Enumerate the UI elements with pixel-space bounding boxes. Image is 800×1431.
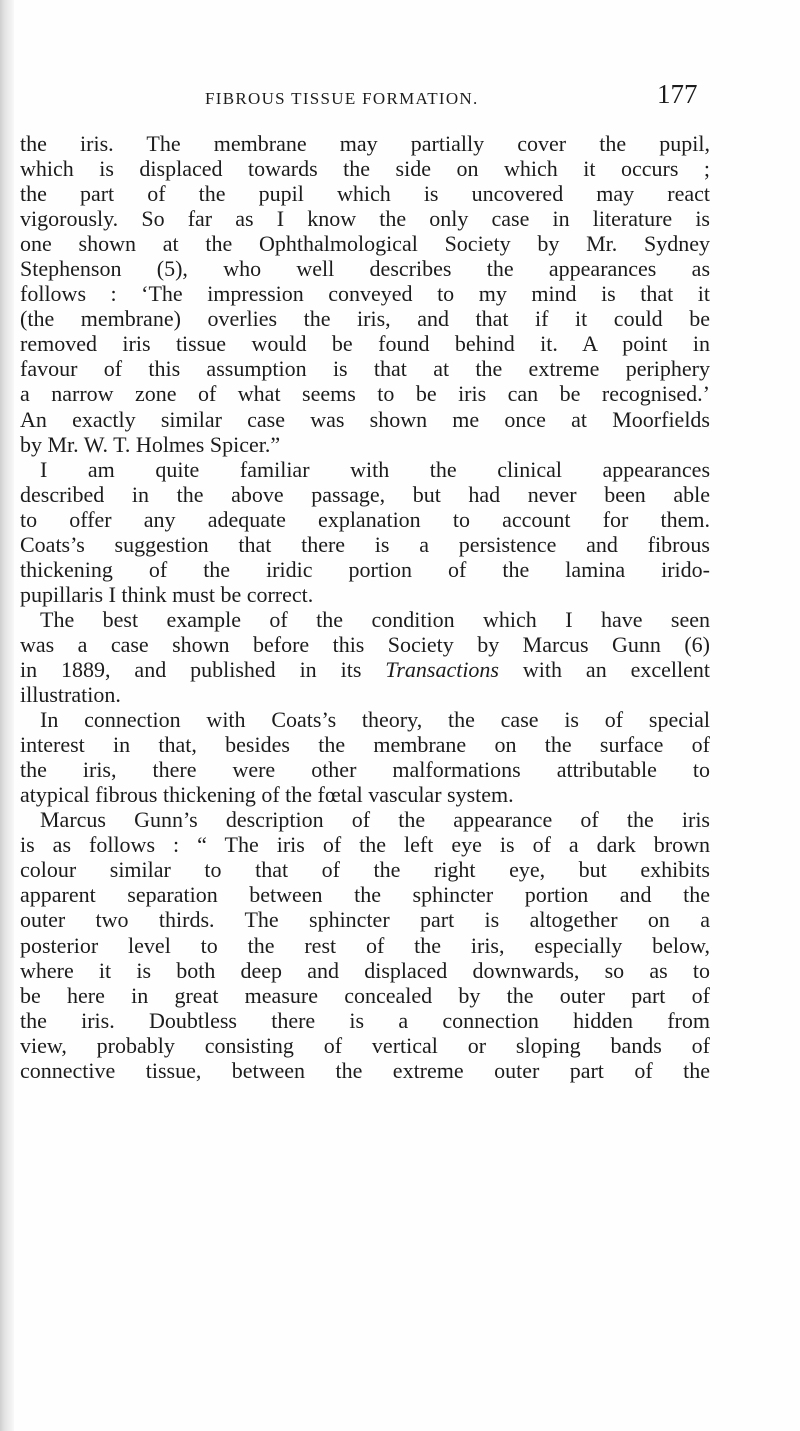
text-line: An exactly similar case was shown me once at Moorfields — [20, 406, 710, 432]
text-line: connective tissue, between the extreme outer part of the — [20, 1057, 710, 1083]
text-line: by Mr. W. T. Holmes Spicer.” — [20, 431, 281, 457]
text-line: In connection with Coats’s theory, the case is of special — [40, 707, 710, 733]
text-line: posterior level to the rest of the iris, especially below, — [20, 932, 710, 958]
text-line: interest in that, besides the membrane on the surface of — [20, 732, 710, 758]
text-line: Coats’s suggestion that there is a persistence and fibrous — [20, 531, 710, 557]
text-line: the iris. Doubtless there is a connection hidden from — [20, 1007, 710, 1033]
text-line: the part of the pupil which is uncovered may react — [20, 181, 710, 207]
running-head: FIBROUS TISSUE FORMATION. — [205, 89, 479, 108]
text-line: which is displaced towards the side on which it occurs ; — [20, 156, 710, 182]
text-line: I am quite familiar with the clinical appearances — [40, 456, 710, 482]
text-line: is as follows : “ The iris of the left eye is of a dark brown — [20, 832, 710, 858]
text-line: follows : ‘The impression conveyed to my mind is that it — [20, 281, 710, 307]
text-line: colour similar to that of the right eye, but exhibits — [20, 857, 710, 883]
text-line: to offer any adequate explanation to account for them. — [20, 506, 710, 532]
text-line: Marcus Gunn’s description of the appearance of the iris — [40, 807, 710, 833]
text-line: thickening of the iridic portion of the lamina irido- — [20, 556, 710, 582]
page-number: 177 — [657, 79, 698, 109]
text-line: described in the above passage, but had never been able — [20, 481, 710, 507]
text-line: The best example of the condition which I have seen — [40, 606, 710, 632]
text-line: atypical fibrous thickening of the fœtal vascular system. — [20, 782, 514, 808]
text-line: (the membrane) overlies the iris, and that if it could be — [20, 306, 710, 332]
text-line: outer two thirds. The sphincter part is altogether on a — [20, 907, 710, 933]
text-line: was a case shown before this Society by Marcus Gunn (6) — [20, 631, 710, 657]
text-line: apparent separation between the sphincter portion and the — [20, 882, 710, 908]
text-line: Stephenson (5), who well describes the appearances as — [20, 256, 710, 282]
text-line: pupillaris I think must be correct. — [20, 581, 314, 607]
text-line: favour of this assumption is that at the extreme periphery — [20, 356, 710, 382]
text-line: a narrow zone of what seems to be iris can be recognised.’ — [20, 381, 710, 407]
journal-title: Transactions — [385, 656, 499, 682]
text-line: one shown at the Ophthalmological Society by Mr. Sydney — [20, 231, 710, 257]
text-line: removed iris tissue would be found behind it. A point in — [20, 331, 710, 357]
text-line: vigorously. So far as I know the only case in literature is — [20, 206, 710, 232]
text-line: the iris, there were other malformations attributable to — [20, 757, 710, 783]
text-line: where it is both deep and displaced downwards, so as to — [20, 957, 710, 983]
text-line: the iris. The membrane may partially cover the pupil, — [20, 131, 710, 156]
page-header — [0, 79, 800, 114]
binding-gutter — [0, 0, 14, 1431]
body-text — [20, 131, 710, 1083]
text-line: illustration. — [20, 682, 121, 708]
text-line: view, probably consisting of vertical or sloping bands of — [20, 1032, 710, 1058]
text-line: be here in great measure concealed by the outer part of — [20, 982, 710, 1008]
text-line-italic-title: in 1889, and published in its Transactions with an excellent — [20, 656, 711, 682]
